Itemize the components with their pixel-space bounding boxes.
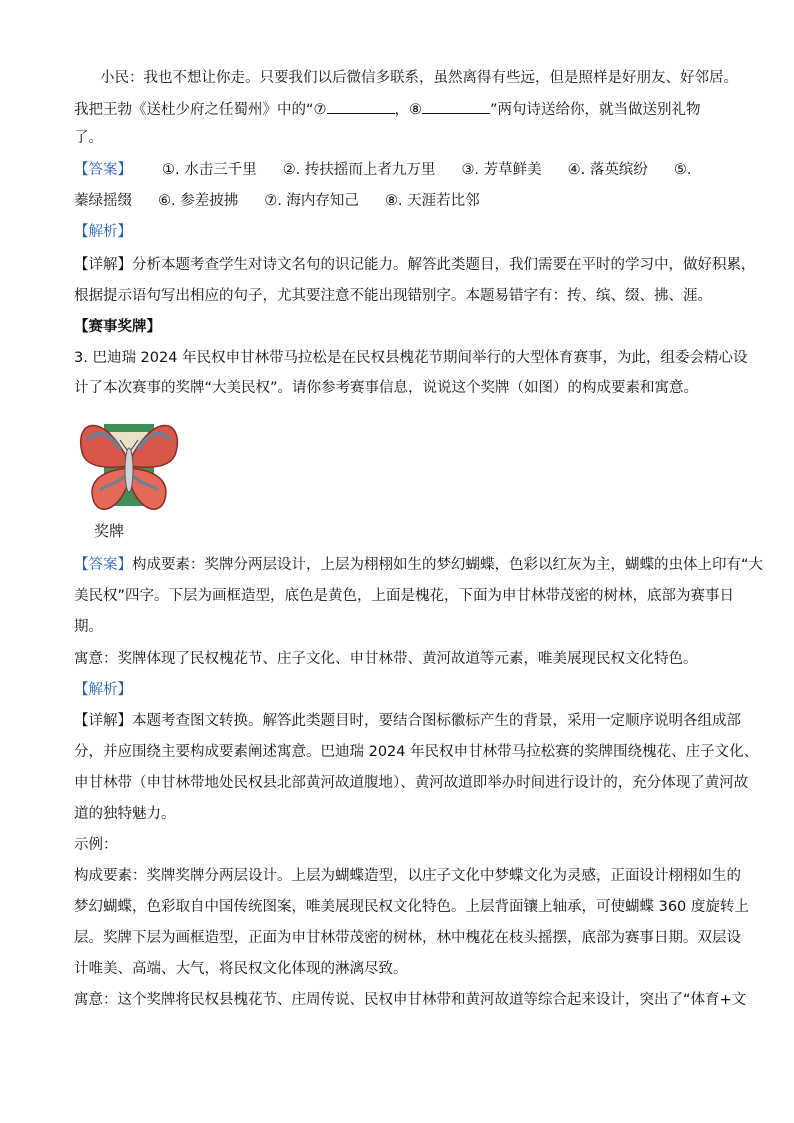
section-heading: 【赛事奖牌】 <box>74 319 161 335</box>
analysis1-line1: 【详解】分析本题考查学生对诗文名句的识记能力。解答此类题目，我们需要在平时的学习中，做好积累， <box>74 257 756 273</box>
analysis1-line2: 根据提示语句写出相应的句子，尤其要注意不能出现错别字。本题易错字有：抟、缤、缀、拂、涯。 <box>74 288 712 304</box>
answer1-item: ④. 落英缤纷 <box>567 162 648 178</box>
blank-7 <box>327 99 395 114</box>
para1-line2-a: 我把王勃《送杜少府之任蜀州》中的“⑦ <box>74 102 327 118</box>
example-line5: 寓意：这个奖牌将民权县槐花节、庄周传说、民权申甘林带和黄河故道等综合起来设计，突出了“体育+文 <box>74 992 747 1008</box>
butterfly-medal-image <box>74 410 184 520</box>
answer3-line3: 期。 <box>74 619 103 635</box>
analysis1-tag: 【解析】 <box>74 224 132 240</box>
example-line3: 层。奖牌下层为画框造型，正面为申甘林带茂密的树林，林中槐花在枝头摇摆，底部为赛事日期。双层设 <box>74 930 741 946</box>
analysis3-line2: 分，并应围绕主要构成要素阐述寓意。巴迪瑞 2024 年民权申甘林带马拉松赛的奖牌围绕槐花、庄子文化、 <box>74 744 759 760</box>
answer3-text: 构成要素：奖牌分两层设计，上层为栩栩如生的梦幻蝴蝶，色彩以红灰为主，蝴蝶的虫体上印有“大 <box>132 557 764 573</box>
answer3-line2: 美民权”四字。下层为画框造型，底色是黄色，上面是槐花，下面为申甘林带茂密的树林，底部为赛事日 <box>74 588 735 604</box>
butterfly-body <box>125 448 133 492</box>
medal-caption: 奖牌 <box>94 522 125 540</box>
answer1-item: ⑧. 天涯若比邻 <box>384 193 480 209</box>
answer1-item: 蓁绿摇缀 <box>74 193 132 209</box>
answer1-item: ⑤. <box>673 162 692 178</box>
answer1-item: ①. 水击三千里 <box>162 162 257 178</box>
answer1-tag: 【答案】 <box>74 162 132 178</box>
answer1-item: ⑥. 参差披拂 <box>158 193 239 209</box>
answer3-line4: 寓意：奖牌体现了民权槐花节、庄子文化、申甘林带、黄河故道等元素，唯美展现民权文化特色。 <box>74 651 698 667</box>
answer1-item: ②. 抟扶摇而上者九万里 <box>282 162 436 178</box>
answer1-item: ⑦. 海内存知己 <box>264 193 359 209</box>
q3-line1: 3. 巴迪瑞 2024 年民权申甘林带马拉松是在民权县槐花节期间举行的大型体育赛事，为此，组委会精心设 <box>74 350 748 366</box>
para1-line3: 了。 <box>74 130 103 146</box>
q3-line2: 计了本次赛事的奖牌“大美民权”。请你参考赛事信息，说说这个奖牌（如图）的构成要素和寓意。 <box>74 380 699 396</box>
analysis3-line4: 道的独特魅力。 <box>74 806 176 822</box>
para1-line2-b: ，⑧ <box>394 102 423 118</box>
para1-line1: 小民：我也不想让你走。只要我们以后微信多联系，虽然离得有些远，但是照样是好朋友、好邻居。 <box>100 70 738 86</box>
blank-8 <box>422 99 490 114</box>
example-line2: 梦幻蝴蝶，色彩取自中国传统图案，唯美展现民权文化特色。上层背面镶上轴承，可使蝴蝶 360 度旋转上 <box>74 899 749 915</box>
example-label: 示例： <box>74 837 118 853</box>
para1-line2 <box>74 99 701 120</box>
analysis3-line1: 【详解】本题考查图文转换。解答此类题目时，要结合图标徽标产生的背景，采用一定顺序说明各组成部 <box>74 713 741 729</box>
analysis3-line3: 申甘林带（申甘林带地处民权县北部黄河故道腹地）、黄河故道即举办时间进行设计的，充分体现了黄河故 <box>74 775 749 791</box>
answer3-tag: 【答案】 <box>74 557 132 573</box>
answer1-item: ③. 芳草鲜美 <box>461 162 542 178</box>
answer1-line2 <box>74 191 480 211</box>
example-line1: 构成要素：奖牌奖牌分两层设计。上层为蝴蝶造型，以庄子文化中梦蝶文化为灵感，正面设计栩栩如生的 <box>74 868 741 884</box>
para1-line2-c: ”两句诗送给你，就当做送别礼物 <box>490 102 701 118</box>
answer1-line1 <box>74 160 691 180</box>
answer3-line1 <box>74 555 763 575</box>
example-line4: 计唯美、高端、大气，将民权文化体现的淋漓尽致。 <box>74 961 408 977</box>
analysis3-tag: 【解析】 <box>74 682 132 698</box>
